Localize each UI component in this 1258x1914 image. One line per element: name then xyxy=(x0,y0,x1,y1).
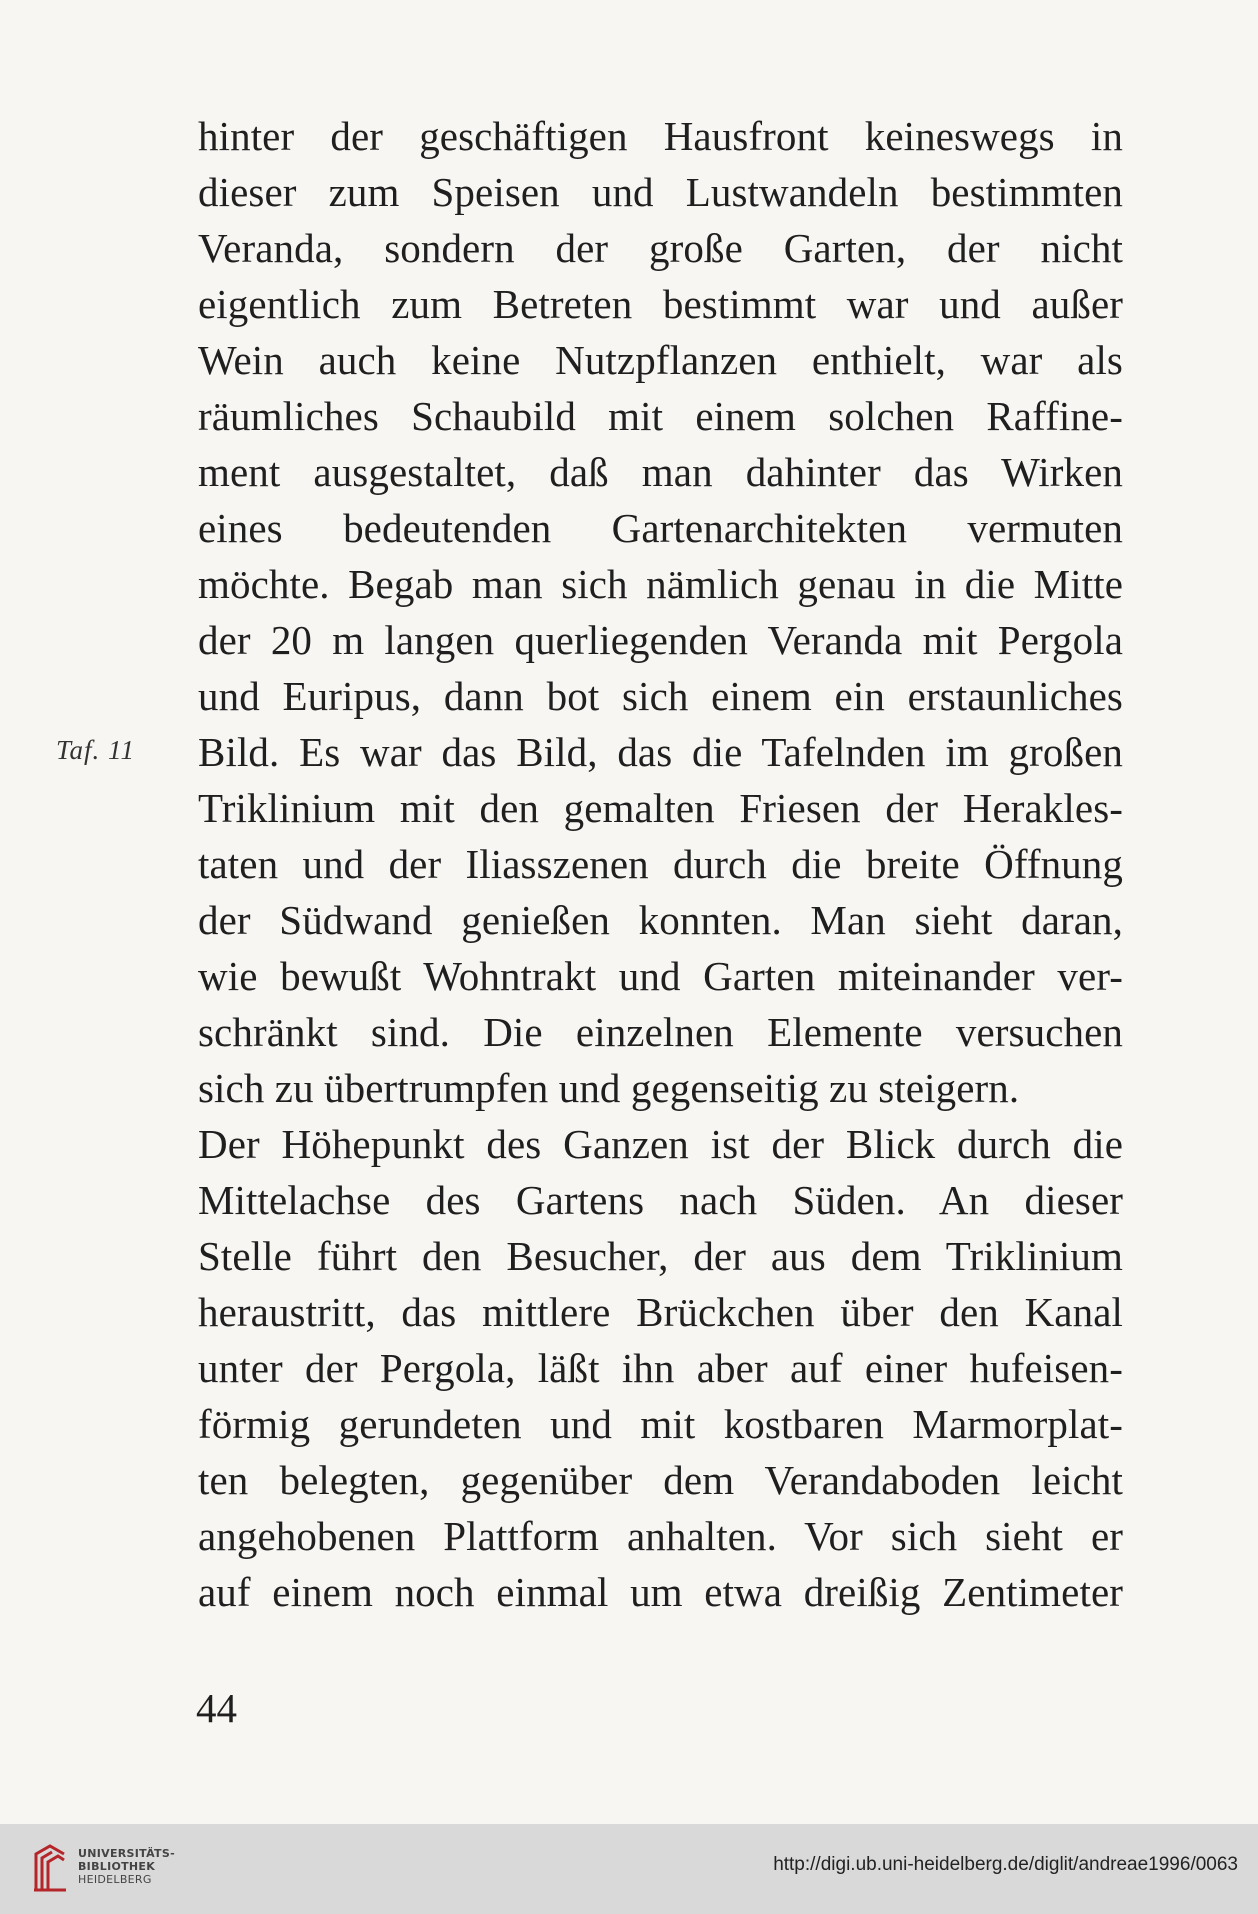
text-line: und Euripus, dann bot sich einem ein erstaunliches xyxy=(198,673,1123,719)
text-line: heraustritt, das mittlere Brückchen über den Kanal xyxy=(198,1289,1123,1335)
plate-reference: Taf. 11 xyxy=(56,735,136,765)
text-line: Triklinium mit den gemalten Friesen der Herakles- xyxy=(198,785,1123,831)
text-line: angehobenen Plattform anhalten. Vor sich sieht er xyxy=(198,1513,1123,1559)
text-line: ten belegten, gegenüber dem Verandaboden leicht xyxy=(198,1457,1123,1503)
text-line: auf einem noch einmal um etwa dreißig Zentimeter xyxy=(198,1569,1123,1615)
text-line: sich zu übertrumpfen und gegenseitig zu steigern. xyxy=(198,1065,1020,1111)
text-line: möchte. Begab man sich nämlich genau in die Mitte xyxy=(198,561,1123,607)
library-name-line: HEIDELBERG xyxy=(78,1873,152,1886)
text-line: ment ausgestaltet, daß man dahinter das Wirken xyxy=(198,449,1123,495)
text-line: Wein auch keine Nutzpflanzen enthielt, war als xyxy=(198,337,1123,383)
text-line: wie bewußt Wohntrakt und Garten miteinander ver- xyxy=(198,953,1123,999)
text-line: dieser zum Speisen und Lustwandeln bestimmten xyxy=(198,169,1123,215)
page-number: 44 xyxy=(196,1685,237,1731)
text-line: hinter der geschäftigen Hausfront keineswegs in xyxy=(198,113,1123,159)
text-line: der Südwand genießen konnten. Man sieht daran, xyxy=(198,897,1123,943)
text-line: unter der Pergola, läßt ihn aber auf einer hufeisen- xyxy=(198,1345,1123,1391)
body-text xyxy=(198,108,1123,1620)
text-line: schränkt sind. Die einzelnen Elemente versuchen xyxy=(198,1009,1123,1055)
library-name-line: UNIVERSITÄTS- xyxy=(78,1847,175,1860)
library-name xyxy=(78,1847,175,1886)
text-line: Der Höhepunkt des Ganzen ist der Blick durch die xyxy=(198,1121,1123,1167)
text-line: Mittelachse des Gartens nach Süden. An dieser xyxy=(198,1177,1123,1223)
text-line: eines bedeutenden Gartenarchitekten vermuten xyxy=(198,505,1123,551)
source-url[interactable]: http://digi.ub.uni-heidelberg.de/diglit/andreae1996/0063 xyxy=(773,1854,1238,1875)
library-logo-icon xyxy=(30,1840,70,1898)
text-line: räumliches Schaubild mit einem solchen Raffine- xyxy=(198,393,1123,439)
text-line: förmig gerundeten und mit kostbaren Marmorplat- xyxy=(198,1401,1123,1447)
text-line: taten und der Iliasszenen durch die breite Öffnung xyxy=(198,841,1123,887)
text-line: Stelle führt den Besucher, der aus dem Triklinium xyxy=(198,1233,1123,1279)
text-line: Veranda, sondern der große Garten, der nicht xyxy=(198,225,1123,271)
text-line: eigentlich zum Betreten bestimmt war und außer xyxy=(198,281,1123,327)
footer-bar xyxy=(0,1824,1258,1914)
library-name-line: BIBLIOTHEK xyxy=(78,1860,156,1873)
text-line: der 20 m langen querliegenden Veranda mit Pergola xyxy=(198,617,1123,663)
text-line: Bild. Es war das Bild, das die Tafelnden im großen xyxy=(198,729,1123,775)
